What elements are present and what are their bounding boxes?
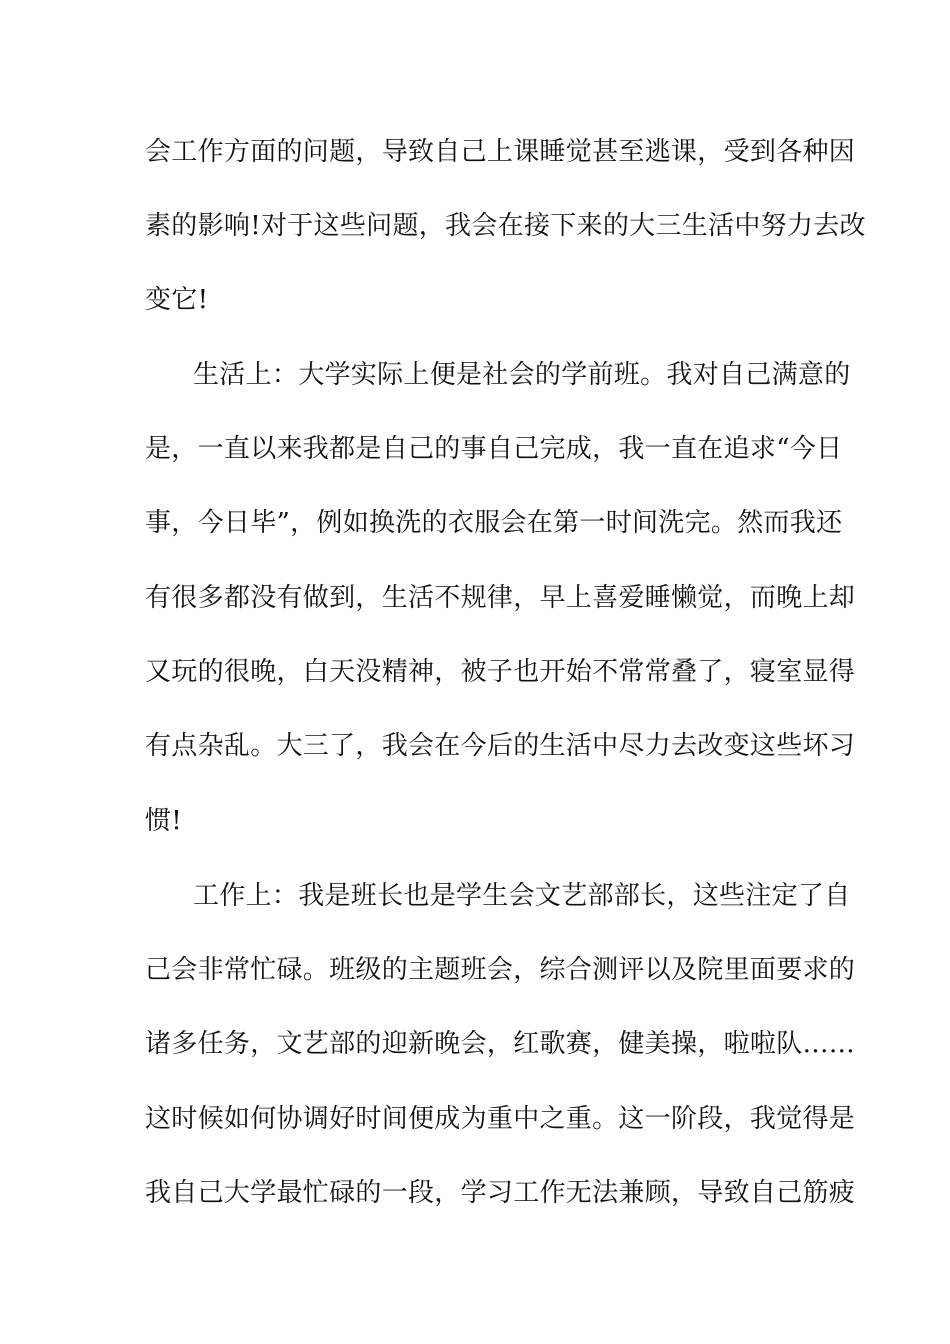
paragraph-start-line: 生活上：大学实际上便是社会的学前班。我对自己满意的 — [193, 360, 851, 390]
text-line: 素的影响!对于这些问题，我会在接下来的大三生活中努力去改 — [145, 211, 866, 241]
text-line: 有点杂乱。大三了，我会在今后的生活中尽力去改变这些坏习 — [145, 731, 856, 761]
text-line: 这时候如何协调好时间便成为重中之重。这一阶段，我觉得是 — [145, 1104, 856, 1134]
text-line: 己会非常忙碌。班级的主题班会，综合测评以及院里面要求的 — [145, 955, 856, 985]
text-line: 是，一直以来我都是自己的事自己完成，我一直在追求“今日 — [145, 434, 843, 464]
text-line: 诸多任务，文艺部的迎新晚会，红歌赛，健美操，啦啦队…… — [145, 1029, 856, 1059]
text-line: 我自己大学最忙碌的一段，学习工作无法兼顾，导致自己筋疲 — [145, 1178, 856, 1208]
text-line: 变它! — [145, 285, 209, 315]
text-line: 有很多都没有做到，生活不规律，早上喜爱睡懒觉，而晚上却 — [145, 583, 856, 613]
text-line: 惯! — [145, 806, 183, 836]
paragraph-start-line: 工作上：我是班长也是学生会文艺部部长，这些注定了自 — [193, 881, 851, 911]
text-line: 事，今日毕”，例如换洗的衣服会在第一时间洗完。然而我还 — [145, 508, 843, 538]
text-line: 会工作方面的问题，导致自己上课睡觉甚至逃课，受到各种因 — [145, 137, 856, 167]
text-line: 又玩的很晚，白天没精神，被子也开始不常常叠了，寝室显得 — [145, 657, 856, 687]
